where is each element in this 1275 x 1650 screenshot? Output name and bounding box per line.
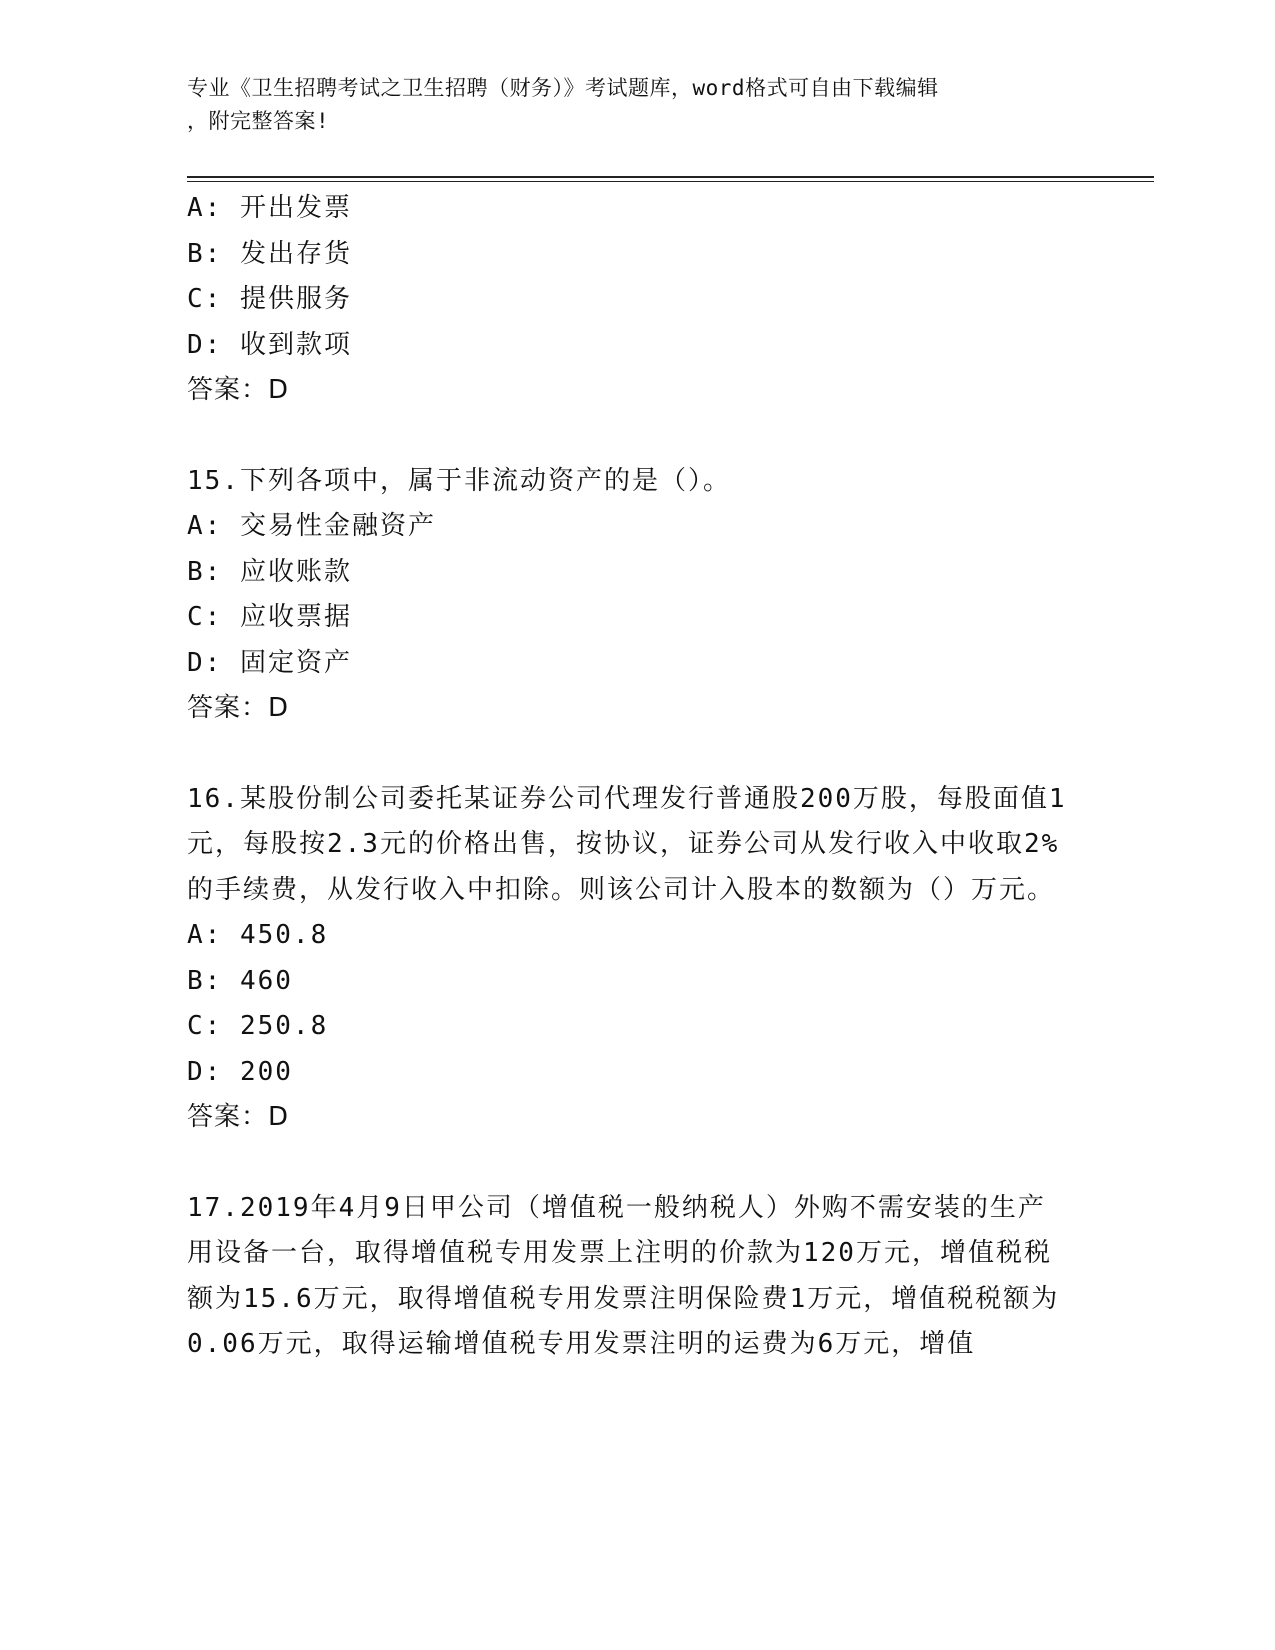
question-stem: 16.某股份制公司委托某证券公司代理发行普通股200万股，每股面值1元，每股按2.3元的价格出售，按协议，证券公司从发行收入中收取2%的手续费，从发行收入中扣除。则该公司计入股本的数额为（）万元。: [187, 783, 1067, 905]
answer: 答案：D: [187, 1102, 290, 1132]
option-d: D: 200: [187, 1056, 293, 1087]
header-divider-thin: [187, 181, 1154, 182]
question-15: [187, 459, 1087, 732]
option-a: A: 交易性金融资产: [187, 511, 436, 541]
option-c: C: 提供服务: [187, 284, 352, 314]
header-line-1: 专业《卫生招聘考试之卫生招聘（财务）》考试题库，word格式可自由下载编辑: [187, 76, 939, 100]
option-b: B: 应收账款: [187, 556, 352, 587]
header-divider: [187, 176, 1154, 178]
header-line-2: ，附完整答案!: [187, 109, 330, 133]
question-list: [187, 186, 1087, 1368]
option-a: A: 开出发票: [187, 193, 352, 223]
option-d: D: 收到款项: [187, 329, 352, 360]
option-d: D: 固定资产: [187, 647, 352, 678]
option-c: C: 应收票据: [187, 602, 352, 632]
question-17: [187, 1186, 1087, 1368]
question-stem: 15.下列各项中，属于非流动资产的是（）。: [187, 465, 731, 496]
answer: 答案：D: [187, 375, 290, 405]
question-16: [187, 777, 1087, 1141]
question-14: [187, 186, 1087, 414]
document-header: [187, 72, 1067, 138]
question-stem: 17.2019年4月9日甲公司（增值税一般纳税人）外购不需安装的生产用设备一台，取得增值税专用发票上注明的价款为120万元，增值税税额为15.6万元，取得增值税专用发票注明保险费1万元，增值税税额为0.06万元，取得运输增值税专用发票注明的运费为6万元，增值: [187, 1192, 1060, 1359]
option-c: C: 250.8: [187, 1011, 329, 1041]
option-b: B: 发出存货: [187, 238, 352, 269]
option-b: B: 460: [187, 965, 293, 996]
answer: 答案：D: [187, 693, 290, 723]
option-a: A: 450.8: [187, 920, 329, 950]
